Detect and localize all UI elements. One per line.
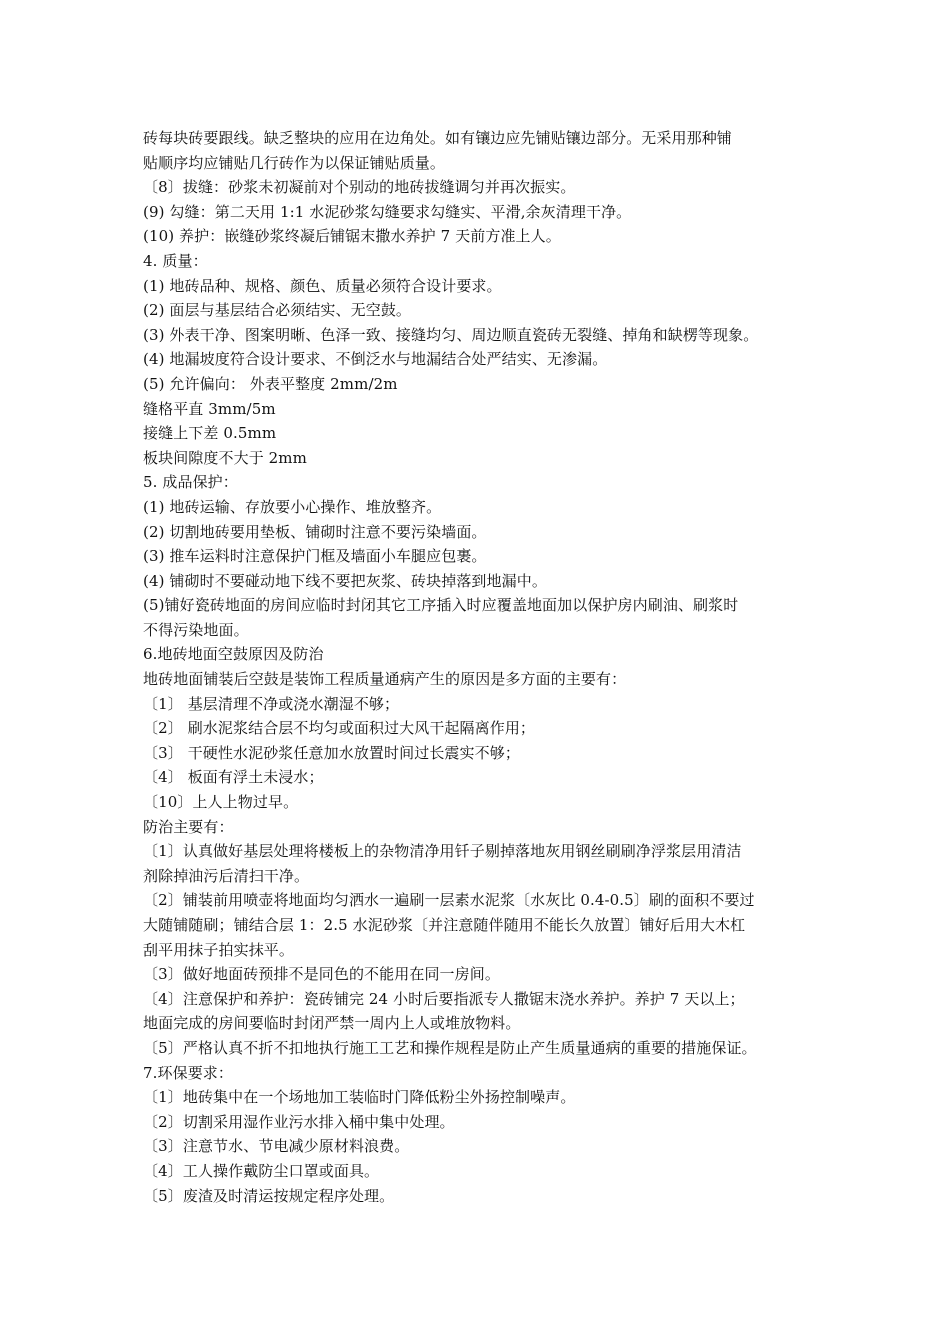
text-line: 刮平用抹子拍实抹平。 — [143, 940, 295, 959]
text-line: 〔4〕 板面有浮土未浸水； — [143, 768, 324, 787]
text-line: 〔3〕 干硬性水泥砂浆任意加水放置时间过长震实不够； — [143, 743, 520, 762]
text-line: 〔2〕铺装前用喷壶将地面均匀洒水一遍刷一层素水泥浆〔水灰比 0.4-0.5〕刷的面积不要过 — [143, 891, 755, 910]
text-line: 接缝上下差 0.5mm — [143, 424, 277, 443]
text-line: (2) 面层与基层结合必须结实、无空鼓。 — [143, 301, 412, 320]
text-line: 缝格平直 3mm/5m — [143, 399, 276, 418]
text-line: (5) 允许偏向： 外表平整度 2mm/2m — [143, 374, 398, 393]
text-line: (3) 推车运料时注意保护门框及墙面小车腿应包裹。 — [143, 547, 487, 566]
section-heading: 5. 成品保护： — [143, 473, 238, 492]
text-line: 〔5〕废渣及时清运按规定程序处理。 — [143, 1186, 395, 1205]
text-line: (9) 勾缝：第二天用 1:1 水泥砂浆勾缝要求勾缝实、平滑,余灰清理干净。 — [143, 202, 632, 221]
text-line: 〔4〕工人操作戴防尘口罩或面具。 — [143, 1161, 380, 1180]
section-heading: 6.地砖地面空鼓原因及防治 — [143, 645, 324, 664]
text-line: 〔3〕注意节水、节电减少原材料浪费。 — [143, 1137, 410, 1156]
text-line: 〔10〕上人上物过早。 — [143, 793, 299, 812]
document-body — [143, 126, 823, 1208]
section-heading: 7.环保要求： — [143, 1063, 234, 1082]
section-heading: 4. 质量： — [143, 251, 208, 270]
text-line: 〔3〕做好地面砖预排不是同色的不能用在同一房间。 — [143, 965, 500, 984]
text-line: 〔1〕 基层清理不净或浇水潮湿不够； — [143, 694, 400, 713]
text-line: 砖每块砖要跟线。缺乏整块的应用在边角处。如有镶边应先铺贴镶边部分。无采用那种铺 — [143, 129, 732, 147]
text-line: 〔2〕切割采用湿作业污水排入桶中集中处理。 — [143, 1112, 455, 1131]
text-line: (3) 外表干净、图案明晰、色泽一致、接缝均匀、周边顺直瓷砖无裂缝、掉角和缺楞等现象。 — [143, 325, 759, 344]
text-line: 贴顺序均应铺贴几行砖作为以保证铺贴质量。 — [143, 153, 446, 172]
text-line: 〔8〕拔缝：砂浆未初凝前对个别动的地砖拔缝调匀并再次振实。 — [143, 178, 576, 197]
text-line: 地面完成的房间要临时封闭严禁一周内上人或堆放物料。 — [143, 1014, 521, 1033]
text-line: (1) 地砖品种、规格、颜色、质量必须符合设计要求。 — [143, 276, 502, 295]
text-line: 剂除掉油污后清扫干净。 — [143, 866, 310, 885]
text-line: (5)铺好瓷砖地面的房间应临时封闭其它工序插入时应覆盖地面加以保护房内刷油、刷浆时 — [143, 596, 739, 615]
text-line: 防治主要有： — [143, 817, 234, 836]
text-line: 不得污染地面。 — [143, 620, 249, 639]
text-line: 地砖地面铺装后空鼓是装饰工程质量通病产生的原因是多方面的主要有： — [143, 670, 627, 689]
text-line: 〔1〕认真做好基层处理将楼板上的杂物清净用钎子剔掉落地灰用钢丝刷刷净浮浆层用清洁 — [143, 842, 742, 861]
text-line: (1) 地砖运输、存放要小心操作、堆放整齐。 — [143, 497, 442, 516]
text-line: 〔1〕地砖集中在一个场地加工装临时门降低粉尘外扬控制噪声。 — [143, 1088, 576, 1107]
text-line: 〔4〕注意保护和养护：瓷砖铺完 24 小时后要指派专人撒锯末浇水养护。养护 7 天以上； — [143, 989, 745, 1008]
text-line: (4) 地漏坡度符合设计要求、不倒泛水与地漏结合处严结实、无渗漏。 — [143, 350, 608, 369]
text-line: 〔5〕严格认真不折不扣地执行施工工艺和操作规程是防止产生质量通病的重要的措施保证。 — [143, 1038, 757, 1057]
text-line: 大随铺随刷；铺结合层 1：2.5 水泥砂浆〔并注意随伴随用不能长久放置〕铺好后用大木杠 — [143, 916, 746, 934]
text-line: (4) 铺砌时不要碰动地下线不要把灰浆、砖块掉落到地漏中。 — [143, 571, 547, 590]
text-line: 板块间隙度不大于 2mm — [143, 448, 307, 467]
text-line: 〔2〕 刷水泥浆结合层不均匀或面积过大风干起隔离作用； — [143, 719, 536, 738]
text-line: (10) 养护：嵌缝砂浆终凝后铺锯末撒水养护 7 天前方准上人。 — [143, 227, 561, 246]
text-line: (2) 切割地砖要用垫板、铺砌时注意不要污染墙面。 — [143, 522, 487, 541]
